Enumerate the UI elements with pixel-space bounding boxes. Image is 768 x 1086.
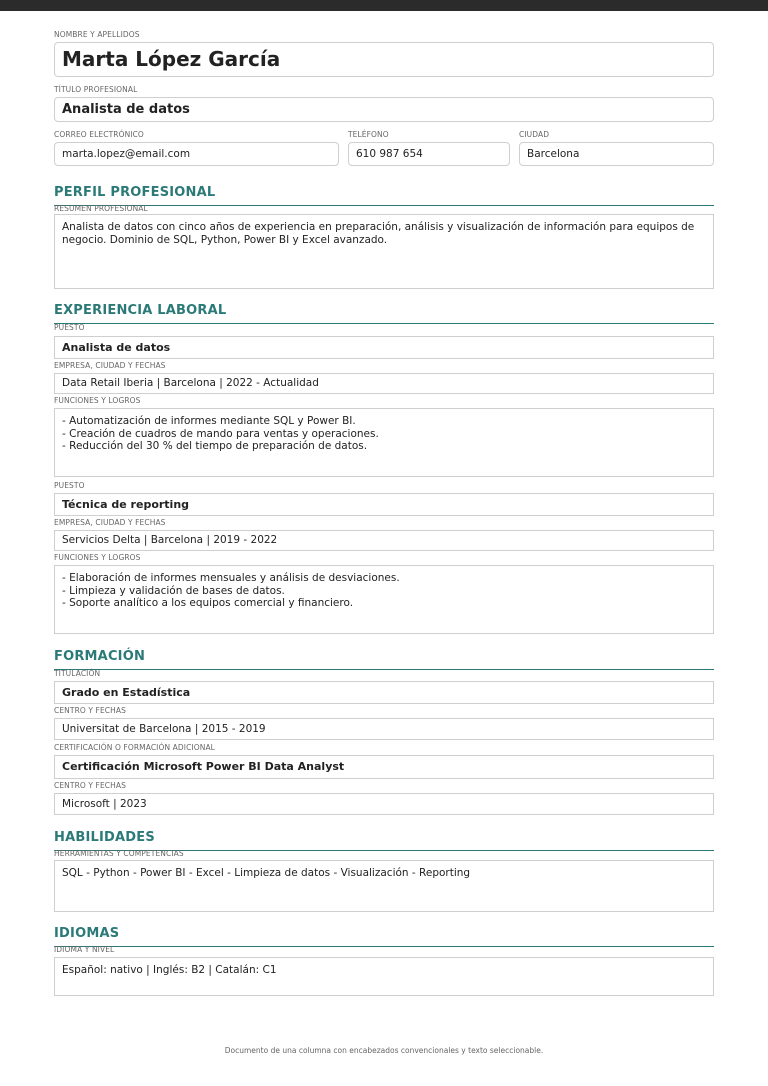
summary-label: RESUMEN PROFESIONAL [54, 204, 148, 213]
job-1-position-field[interactable]: Analista de datos [54, 336, 714, 359]
degree-label: TITULACIÓN [54, 669, 101, 678]
job-1-company-field[interactable]: Data Retail Iberia | Barcelona | 2022 - Actualidad [54, 373, 714, 394]
skills-field[interactable]: SQL - Python - Power BI - Excel - Limpieza de datos - Visualización - Reporting [54, 860, 714, 912]
job-1-position-label: PUESTO [54, 323, 85, 332]
degree-field[interactable]: Grado en Estadística [54, 681, 714, 704]
certification-center-field[interactable]: Microsoft | 2023 [54, 793, 714, 815]
title-field[interactable]: Analista de datos [54, 97, 714, 122]
profile-heading: PERFIL PROFESIONAL [54, 185, 714, 206]
city-field[interactable]: Barcelona [519, 142, 714, 166]
name-label: NOMBRE Y APELLIDOS [54, 30, 140, 39]
summary-field[interactable]: Analista de datos con cinco años de experiencia en preparación, análisis y visualización de información para equipos de negocio. Dominio de SQL, Python, Power BI y Excel avanzado. [54, 214, 714, 289]
certification-center-label: CENTRO Y FECHAS [54, 781, 126, 790]
cv-document [54, 0, 714, 1086]
languages-label: IDIOMA Y NIVEL [54, 945, 115, 954]
email-label: CORREO ELECTRÓNICO [54, 130, 144, 139]
degree-center-field[interactable]: Universitat de Barcelona | 2015 - 2019 [54, 718, 714, 740]
experience-heading: EXPERIENCIA LABORAL [54, 303, 714, 324]
job-1-company-label: EMPRESA, CIUDAD Y FECHAS [54, 361, 166, 370]
job-2-position-field[interactable]: Técnica de reporting [54, 493, 714, 516]
job-2-company-field[interactable]: Servicios Delta | Barcelona | 2019 - 2022 [54, 530, 714, 551]
footer-note: Documento de una columna con encabezados convencionales y texto seleccionable. [224, 1046, 544, 1055]
name-field[interactable]: Marta López García [54, 42, 714, 77]
phone-field[interactable]: 610 987 654 [348, 142, 510, 166]
certification-label: CERTIFICACIÓN O FORMACIÓN ADICIONAL [54, 743, 215, 752]
job-2-position-label: PUESTO [54, 481, 85, 490]
job-1-tasks-label: FUNCIONES Y LOGROS [54, 396, 141, 405]
title-label: TÍTULO PROFESIONAL [54, 85, 138, 94]
phone-label: TELÉFONO [348, 130, 389, 139]
city-label: CIUDAD [519, 130, 550, 139]
education-heading: FORMACIÓN [54, 649, 714, 670]
email-field[interactable]: marta.lopez@email.com [54, 142, 339, 166]
job-1-tasks-field[interactable]: - Automatización de informes mediante SQL y Power BI. - Creación de cuadros de mando para ventas y operaciones. - Reducción del 30 % del tiempo de preparación de datos. [54, 408, 714, 477]
languages-field[interactable]: Español: nativo | Inglés: B2 | Catalán: C1 [54, 957, 714, 996]
job-2-tasks-field[interactable]: - Elaboración de informes mensuales y análisis de desviaciones. - Limpieza y validación de bases de datos. - Soporte analítico a los equipos comercial y financiero. [54, 565, 714, 634]
skills-label: HERRAMIENTAS Y COMPETENCIAS [54, 849, 184, 858]
certification-field[interactable]: Certificación Microsoft Power BI Data Analyst [54, 755, 714, 779]
languages-heading: IDIOMAS [54, 926, 714, 947]
degree-center-label: CENTRO Y FECHAS [54, 706, 126, 715]
job-2-tasks-label: FUNCIONES Y LOGROS [54, 553, 141, 562]
job-2-company-label: EMPRESA, CIUDAD Y FECHAS [54, 518, 166, 527]
skills-heading: HABILIDADES [54, 830, 714, 851]
